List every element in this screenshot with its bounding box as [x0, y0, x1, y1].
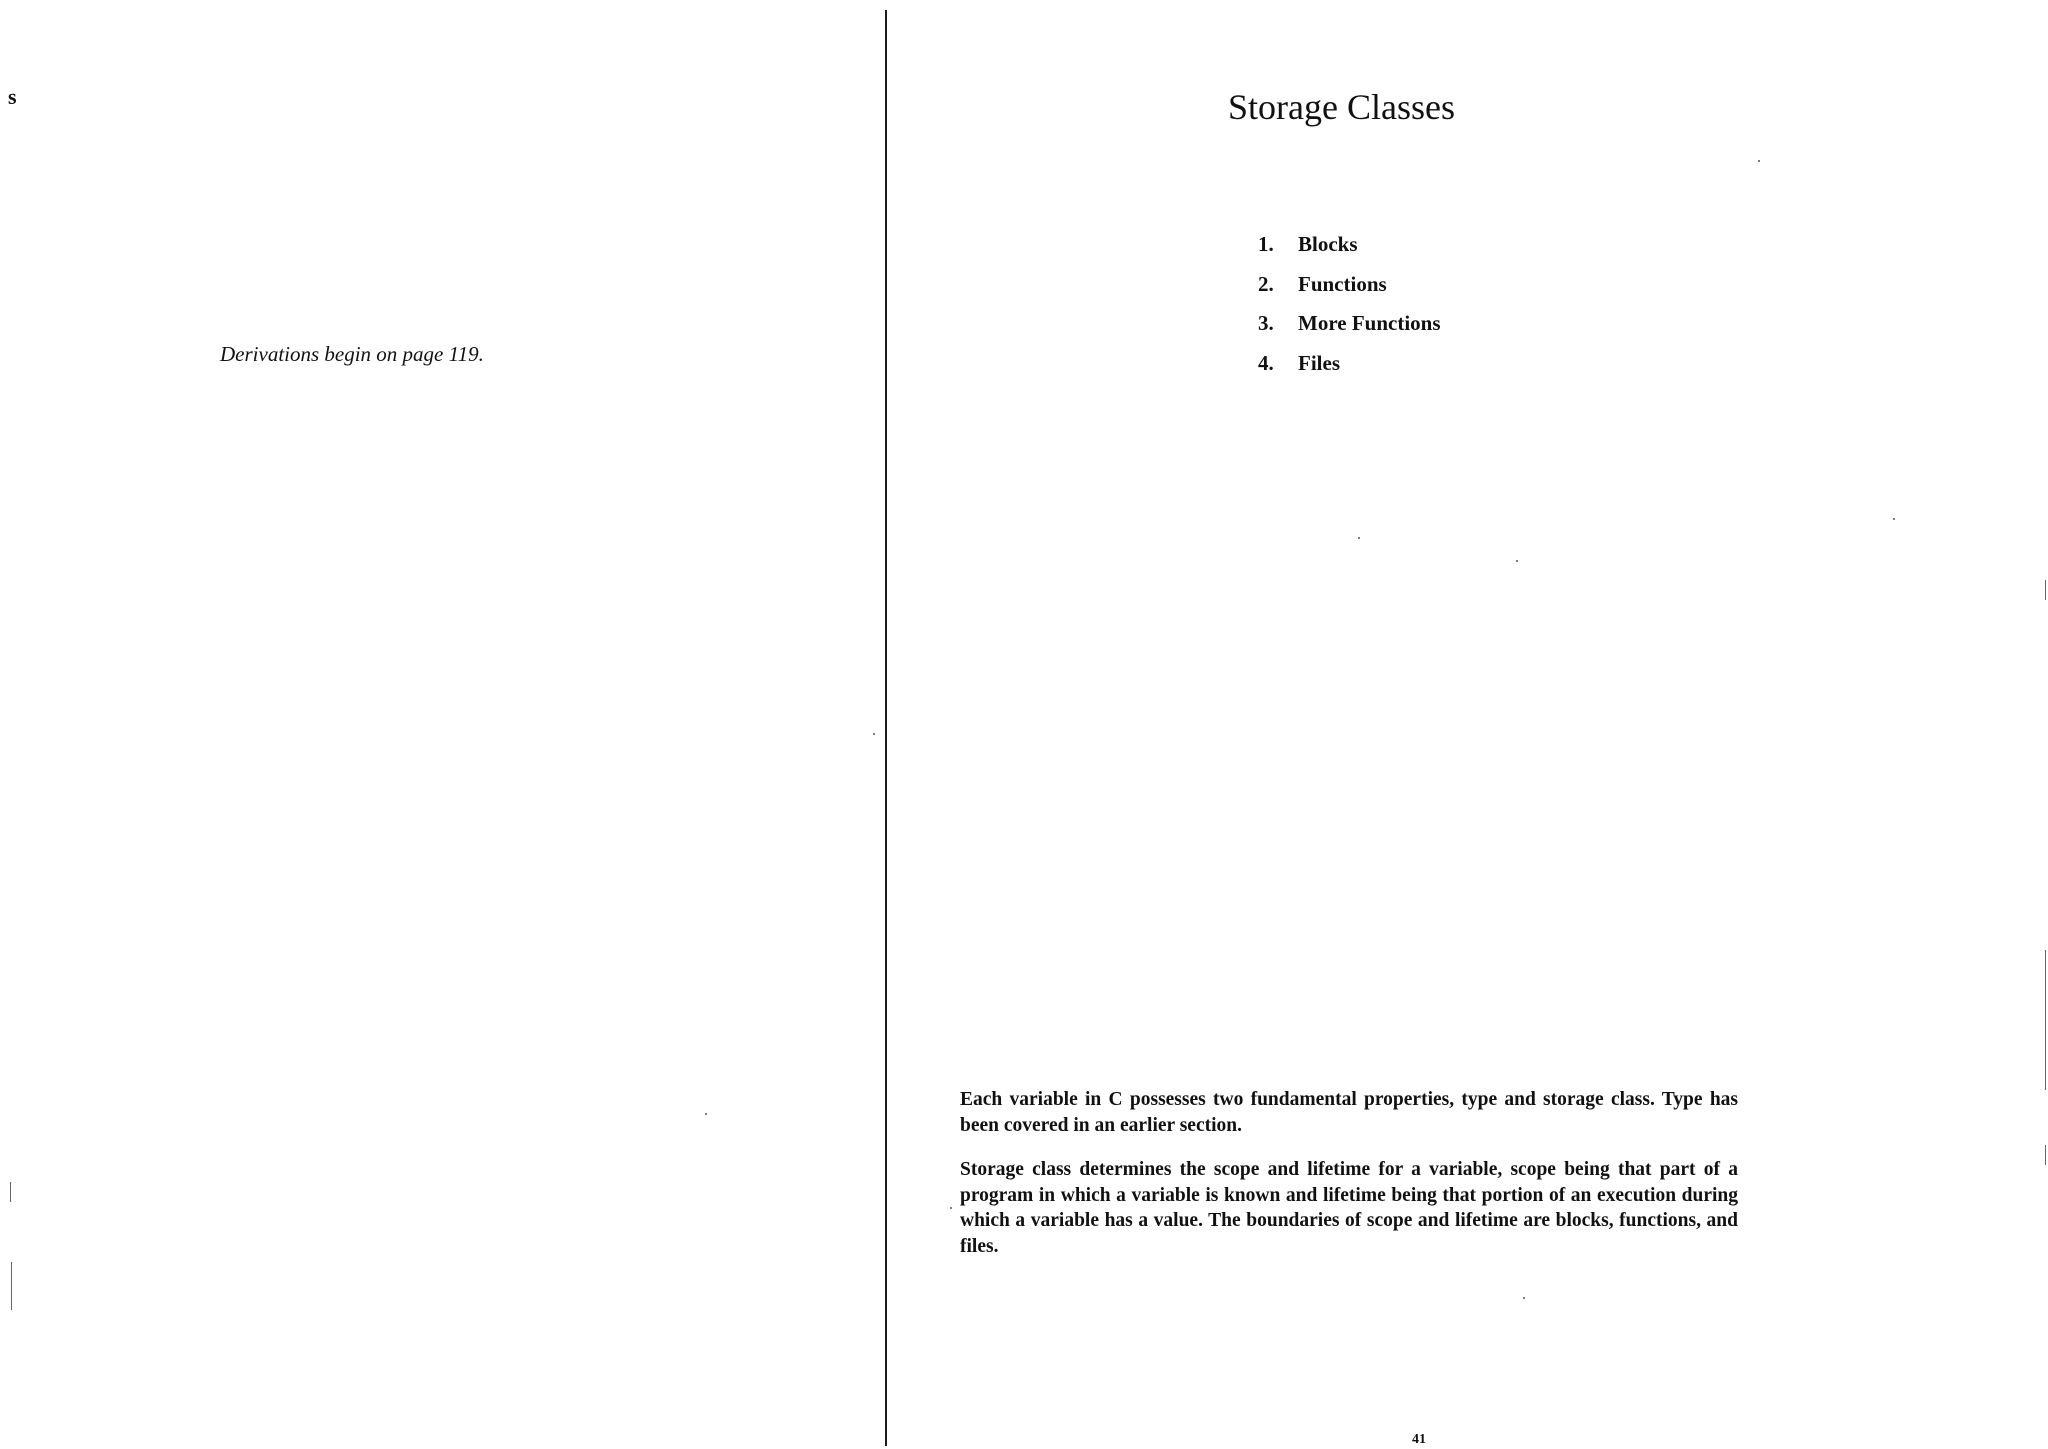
list-item-number: 3. [1258, 311, 1274, 335]
scan-edge-line [2045, 1145, 2046, 1165]
body-text [960, 1087, 1738, 1278]
list-item-label: Blocks [1298, 232, 1358, 256]
page-title: Storage Classes [1228, 87, 1455, 127]
list-item-number: 1. [1258, 232, 1274, 256]
list-item [1258, 228, 1441, 268]
derivations-note: Derivations begin on page 119. [220, 342, 484, 366]
scan-edge-line [11, 1262, 12, 1310]
scan-speck [1523, 1297, 1525, 1299]
paragraph: Each variable in C possesses two fundamental properties, type and storage class. Type has been covered in an earlier section. [960, 1089, 1738, 1136]
scan-edge-line [2045, 580, 2046, 600]
page-number: 41 [1412, 1432, 1426, 1447]
list-item [1258, 347, 1441, 387]
edge-mark: s [8, 84, 17, 109]
scan-speck [1358, 537, 1360, 539]
list-item-label: Files [1298, 350, 1340, 375]
scan-edge-line [10, 1182, 11, 1202]
page-gutter-divider [885, 10, 887, 1446]
list-item [1258, 307, 1441, 347]
scan-speck [873, 733, 875, 735]
list-item-number: 4. [1258, 350, 1274, 375]
paragraph: Storage class determines the scope and lifetime for a variable, scope being that part of a program in which a variable is known and lifetime being that portion of an execution during which a variable has a value. The boundaries of scope and lifetime are blocks, functions, and files. [960, 1159, 1738, 1257]
list-item-label: Functions [1298, 271, 1387, 296]
list-item [1258, 268, 1441, 308]
scan-speck [1758, 160, 1760, 162]
left-page [0, 0, 884, 1449]
right-page [890, 0, 2040, 1449]
scan-speck [1893, 518, 1895, 520]
list-item-number: 2. [1258, 271, 1274, 296]
scan-edge-line [2045, 950, 2046, 1090]
contents-list [1258, 228, 1441, 386]
list-item-label: More Functions [1298, 311, 1441, 335]
scan-speck [1516, 560, 1518, 562]
scan-speck [950, 1207, 952, 1209]
scan-speck [705, 1113, 707, 1115]
